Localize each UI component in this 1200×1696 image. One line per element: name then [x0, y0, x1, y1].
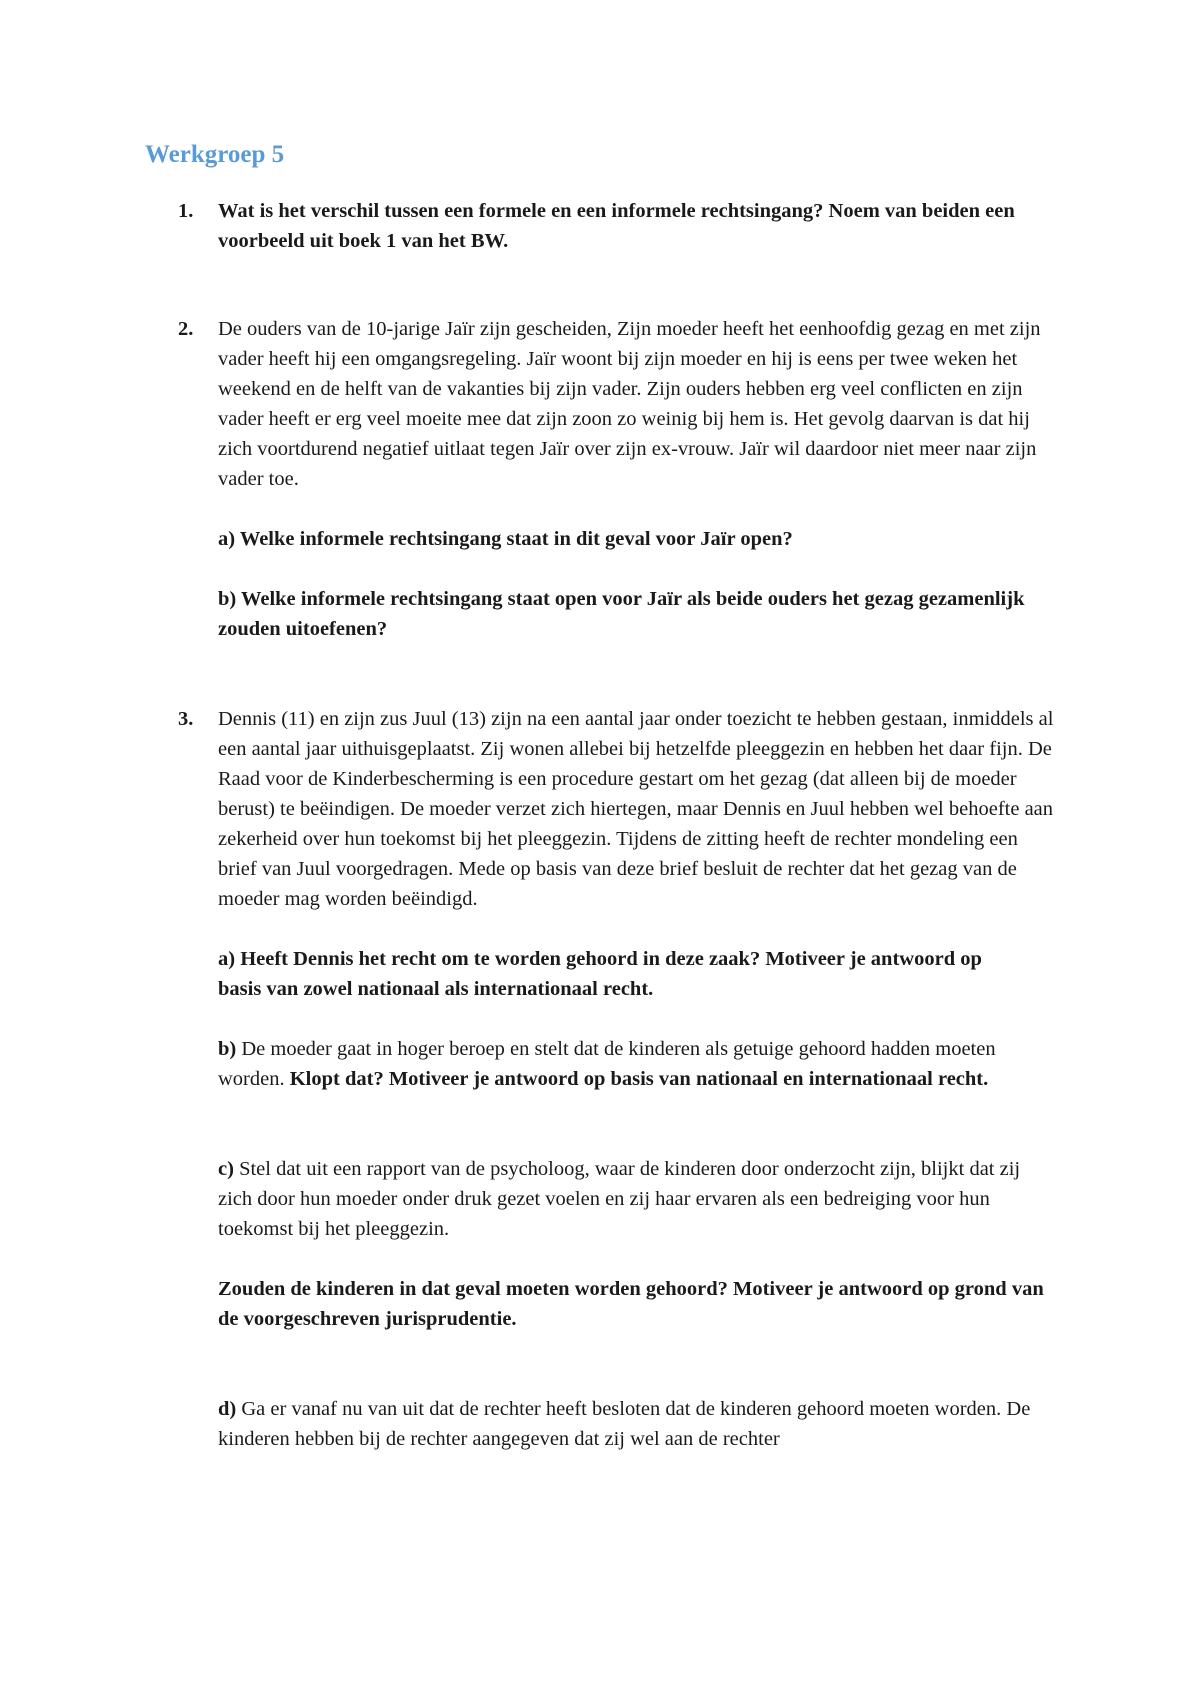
- sub-question-b: b) Welke informele rechtsingang staat open voor Jaïr als beide ouders het gezag gezamenlijk zouden uitoefenen?: [218, 588, 1025, 640]
- sub-question-d: [218, 1394, 1058, 1454]
- sub-question-b: [218, 1034, 1058, 1094]
- sub-question-prompt: Klopt dat? Motiveer je antwoord op basis van nationaal en internationaal recht.: [289, 1068, 989, 1090]
- sub-question-a: a) Welke informele rechtsingang staat in dit geval voor Jaïr open?: [218, 528, 793, 550]
- case-text: Dennis (11) en zijn zus Juul (13) zijn na een aantal jaar onder toezicht te hebben gestaan, inmiddels al een aantal jaar uithuisgeplaatst. Zij wonen allebei bij hetzelfde pleeggezin en hebben het daar fijn. De Raad voor de Kinderbescherming is een procedure gestart om het gezag (dat alleen bij de moeder berust) te beëindigen. De moeder verzet zich hiertegen, maar Dennis en Juul hebben wel behoefte aan zekerheid over hun toekomst bij het pleeggezin. Tijdens de zitting heeft de rechter mondeling een brief van Juul voorgedragen. Mede op basis van deze brief besluit de rechter dat het gezag van de moeder mag worden beëindigd.: [218, 708, 1054, 910]
- question-text: Wat is het verschil tussen een formele en een informele rechtsingang? Noem van beiden een voorbeeld uit boek 1 van het BW.: [218, 200, 1015, 252]
- question-3: [178, 704, 1062, 1454]
- sub-question-c: [218, 1154, 1058, 1244]
- question-2: [178, 314, 1062, 644]
- sub-question-text: Ga er vanaf nu van uit dat de rechter heeft besloten dat de kinderen gehoord moeten worden. De kinderen hebben bij de rechter aangegeven dat zij wel aan de rechter: [218, 1398, 1031, 1450]
- sub-question-text: Stel dat uit een rapport van de psycholoog, waar de kinderen door onderzocht zijn, blijkt dat zij zich door hun moeder onder druk gezet voelen en zij haar ervaren als een bedreiging voor hun toekomst bij het pleeggezin.: [218, 1158, 1021, 1240]
- sub-question-label: b): [218, 1038, 237, 1060]
- question-1: [178, 196, 1062, 256]
- question-number: 1.: [178, 200, 194, 222]
- question-number: 3.: [178, 708, 194, 730]
- sub-question-text: De moeder gaat in hoger beroep en stelt dat de kinderen als getuige gehoord hadden moeten worden.: [218, 1038, 996, 1090]
- sub-question-c-prompt: Zouden de kinderen in dat geval moeten worden gehoord? Motiveer je antwoord op grond van de voorgeschreven jurisprudentie.: [218, 1278, 1044, 1330]
- sub-question-label: d): [218, 1398, 237, 1420]
- case-text: De ouders van de 10-jarige Jaïr zijn gescheiden, Zijn moeder heeft het eenhoofdig gezag en met zijn vader heeft hij een omgangsregeling. Jaïr woont bij zijn moeder en hij is eens per twee weken het weekend en de helft van de vakanties bij zijn vader. Zijn ouders hebben erg veel conflicten en zijn vader heeft er erg veel moeite mee dat zijn zoon zo weinig bij hem is. Het gevolg daarvan is dat hij zich voortdurend negatief uitlaat tegen Jaïr over zijn ex-vrouw. Jaïr wil daardoor niet meer naar zijn vader toe.: [218, 318, 1041, 490]
- sub-question-label: c): [218, 1158, 234, 1180]
- question-number: 2.: [178, 318, 194, 340]
- page-title: Werkgroep 5: [145, 141, 285, 168]
- sub-question-a: a) Heeft Dennis het recht om te worden gehoord in deze zaak? Motiveer je antwoord op basis van zowel nationaal als internationaal recht.: [218, 948, 982, 1000]
